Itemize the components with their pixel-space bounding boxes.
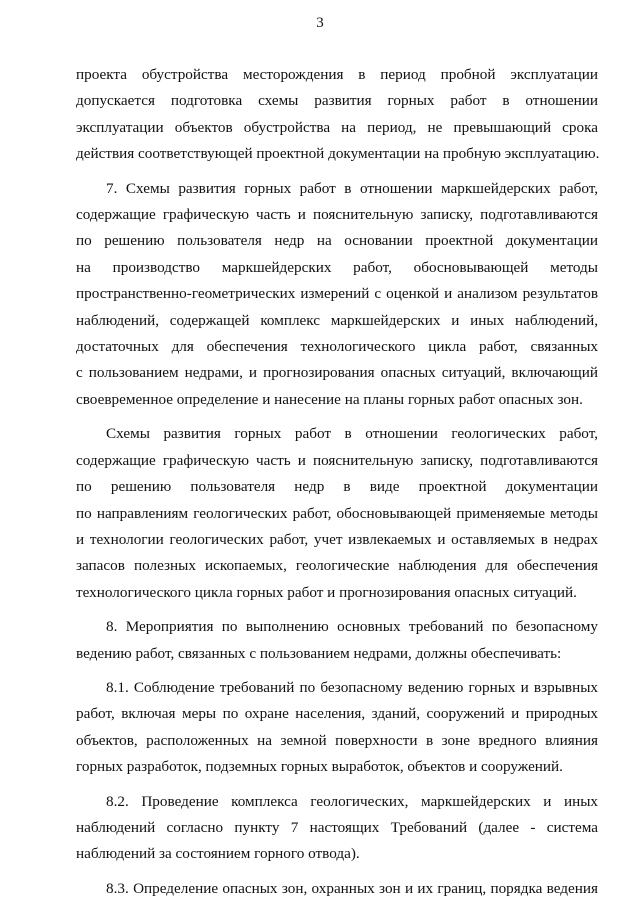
text-line: наблюдений согласно пункту 7 настоящих Требований (далее - система [76, 818, 598, 836]
paragraph [76, 176, 598, 414]
text-line: 7. Схемы развития горных работ в отношении маркшейдерских работ, [106, 179, 598, 197]
text-line: ведению работ, связанных с пользованием недрами, должны обеспечивать: [76, 644, 562, 662]
text-line: эксплуатации объектов обустройства на период, не превышающий срока [76, 118, 598, 136]
text-line: по решению пользователя недр на основании проектной документации [76, 232, 598, 250]
text-line: технологического цикла горных работ и прогнозирования опасных ситуаций. [76, 583, 577, 601]
text-line: содержащие графическую часть и пояснительную записку, подготавливаются [76, 451, 598, 469]
paragraph [76, 421, 598, 606]
text-line: 8.1. Соблюдение требований по безопасному ведению горных и взрывных [106, 678, 598, 696]
text-line: объектов, расположенных на земной поверхности в зоне вредного влияния [76, 731, 598, 749]
text-line: 8.2. Проведение комплекса геологических, маркшейдерских и иных [106, 792, 598, 810]
text-line: 8. Мероприятия по выполнению основных требований по безопасному [106, 618, 598, 636]
text-line: содержащие графическую часть и пояснительную записку, подготавливаются [76, 206, 598, 224]
text-line: Схемы развития горных работ в отношении геологических работ, [106, 425, 598, 443]
text-line: 8.3. Определение опасных зон, охранных зон и их границ, порядка ведения [106, 879, 598, 897]
text-line: и технологии геологических работ, учет извлекаемых и оставляемых в недрах [76, 530, 598, 548]
text-line: допускается подготовка схемы развития горных работ в отношении [76, 92, 598, 110]
paragraph [76, 62, 598, 168]
text-line: по направлениям геологических работ, обосновывающей применяемые методы [76, 504, 598, 522]
text-line: наблюдений за состоянием горного отвода). [76, 845, 360, 863]
document-body [76, 62, 598, 902]
text-line: своевременное определение и нанесение на планы горных работ опасных зон. [76, 390, 583, 408]
page-number: 3 [316, 15, 324, 31]
text-line: с пользованием недрами, и прогнозирования опасных ситуаций, включающий [76, 364, 598, 382]
paragraph [76, 789, 598, 868]
paragraph [76, 876, 598, 902]
text-line: пространственно-геометрических измерений с оценкой и анализом результатов [76, 285, 598, 303]
text-line: наблюдений, содержащей комплекс маркшейдерских и иных наблюдений, [76, 311, 598, 329]
text-line: действия соответствующей проектной документации на пробную эксплуатацию. [76, 145, 600, 163]
text-line: проекта обустройства месторождения в период пробной эксплуатации [76, 66, 598, 83]
text-line: достаточных для обеспечения технологического цикла работ, связанных [76, 338, 598, 356]
text-line: работ, включая меры по охране населения, зданий, сооружений и природных [76, 705, 598, 723]
text-line: по решению пользователя недр в виде проектной документации [76, 478, 598, 496]
paragraph [76, 675, 598, 781]
text-line: горных разработок, подземных горных выработок, объектов и сооружений. [76, 758, 563, 776]
paragraph [76, 614, 598, 667]
text-line: на производство маркшейдерских работ, обосновывающей методы [76, 258, 598, 276]
text-line: запасов полезных ископаемых, геологические наблюдения для обеспечения [76, 557, 598, 575]
